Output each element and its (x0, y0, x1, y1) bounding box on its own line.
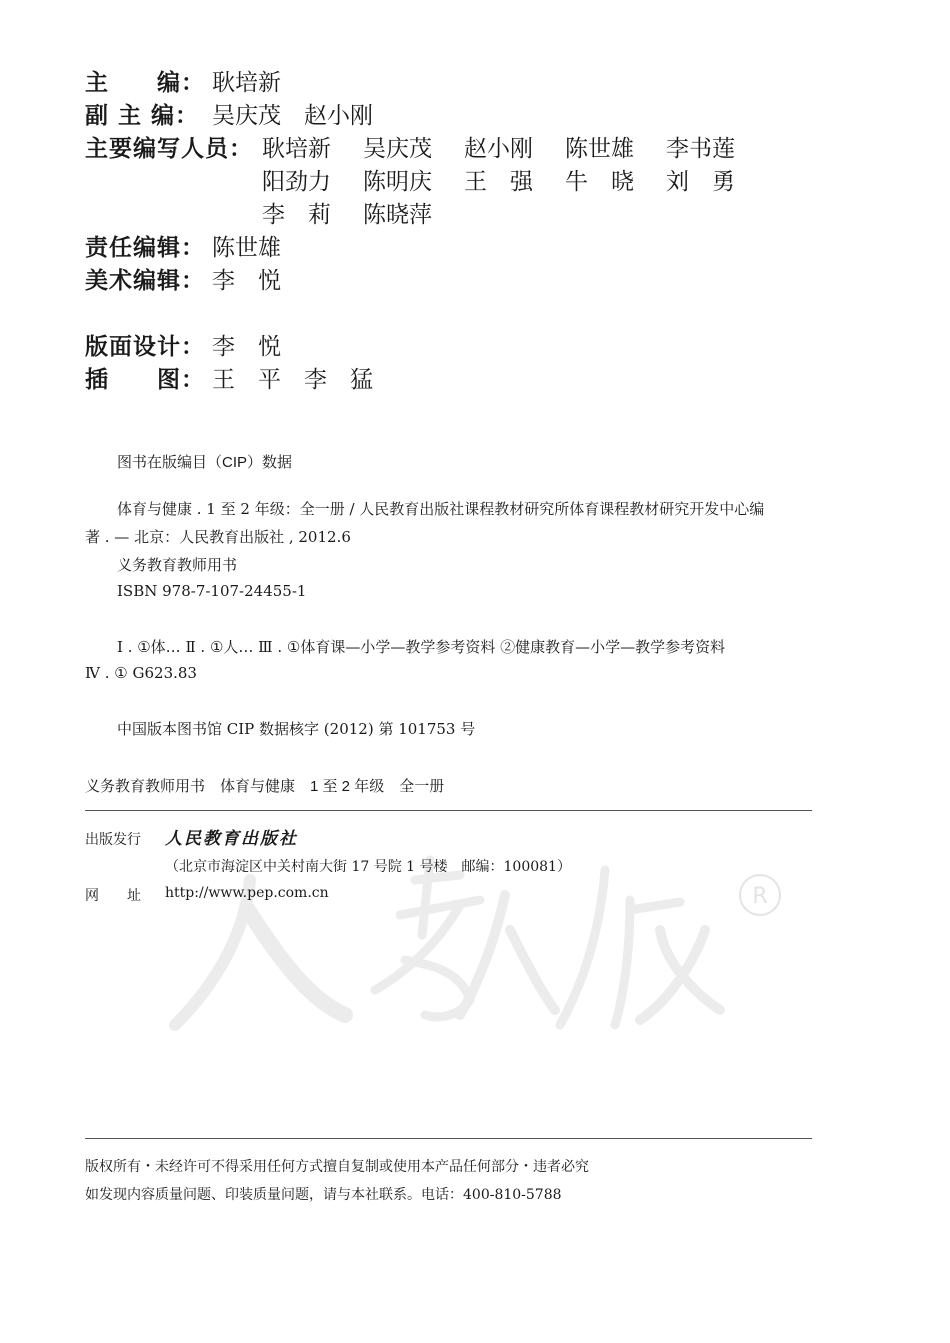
writer-name: 吴庆茂 (363, 136, 432, 162)
illustration-value: 王 平 李 猛 (212, 367, 373, 393)
layout-design-value: 李 悦 (212, 334, 281, 360)
chief-editor-label: 主 编： (85, 70, 205, 96)
cip-line-2: 著 . — 北京：人民教育出版社 , 2012.6 (85, 528, 351, 546)
responsible-editor-label: 责任编辑： (85, 235, 205, 261)
publisher-name-logo: 人民教育出版社 (165, 829, 298, 849)
website-url: http://www.pep.com.cn (165, 885, 329, 901)
responsible-editor-value: 陈世雄 (212, 235, 281, 261)
website-label: 网 址 (85, 888, 141, 904)
writer-name: 李书莲 (666, 136, 735, 162)
writers-row-1 (262, 130, 735, 163)
cip-line-1: 体育与健康 . 1 至 2 年级：全一册 / 人民教育出版社课程教材研究所体育课程教材研究开发中心编 (117, 500, 765, 518)
writer-name: 陈明庆 (363, 169, 432, 195)
writer-name: 耿培新 (262, 136, 331, 162)
svg-text:R: R (752, 884, 768, 909)
deputy-editor-value: 吴庆茂 赵小刚 (212, 103, 373, 129)
writer-name: 陈晓萍 (363, 202, 432, 228)
cip-record: 中国版本图书馆 CIP 数据核字 (2012) 第 101753 号 (117, 720, 476, 738)
art-editor-value: 李 悦 (212, 268, 281, 294)
divider-top (85, 810, 812, 811)
publisher-label: 出版发行 (85, 832, 141, 848)
art-editor-label: 美术编辑： (85, 268, 205, 294)
writer-name: 阳劲力 (262, 169, 331, 195)
cip-class-line-2: Ⅳ . ① G623.83 (85, 664, 197, 682)
book-title: 义务教育教师用书 体育与健康 1 至 2 年级 全一册 (85, 778, 445, 795)
cip-line-3: 义务教育教师用书 (117, 556, 238, 574)
copyright-notice: 版权所有・未经许可不得采用任何方式擅自复制或使用本产品任何部分・违者必究 (85, 1159, 589, 1175)
divider-bottom (85, 1138, 812, 1139)
writer-name: 刘 勇 (666, 169, 735, 195)
cip-isbn: ISBN 978-7-107-24455-1 (117, 582, 307, 600)
writer-name: 陈世雄 (565, 136, 634, 162)
layout-design-label: 版面设计： (85, 334, 205, 360)
writer-name: 牛 晓 (565, 169, 634, 195)
cip-class-line-1: Ⅰ . ①体… Ⅱ . ①人… Ⅲ . ①体育课—小学—教学参考资料 ②健康教育—小学—教学参考资料 (117, 638, 726, 656)
writer-name: 李 莉 (262, 202, 331, 228)
deputy-editor-label: 副 主 编： (85, 103, 200, 129)
writer-name: 赵小刚 (464, 136, 533, 162)
chief-editor-value: 耿培新 (212, 70, 281, 96)
cip-heading: 图书在版编目（CIP）数据 (117, 454, 293, 471)
publisher-address: （北京市海淀区中关村南大街 17 号院 1 号楼 邮编：100081） (165, 859, 571, 875)
illustration-label: 插 图： (85, 367, 205, 393)
writers-row-2 (262, 163, 735, 196)
writers-row-3 (262, 196, 432, 229)
writer-name: 王 强 (464, 169, 533, 195)
contact-notice: 如发现内容质量问题、印装质量问题，请与本社联系。电话：400-810-5788 (85, 1187, 562, 1203)
writers-label: 主要编写人员： (85, 136, 253, 162)
